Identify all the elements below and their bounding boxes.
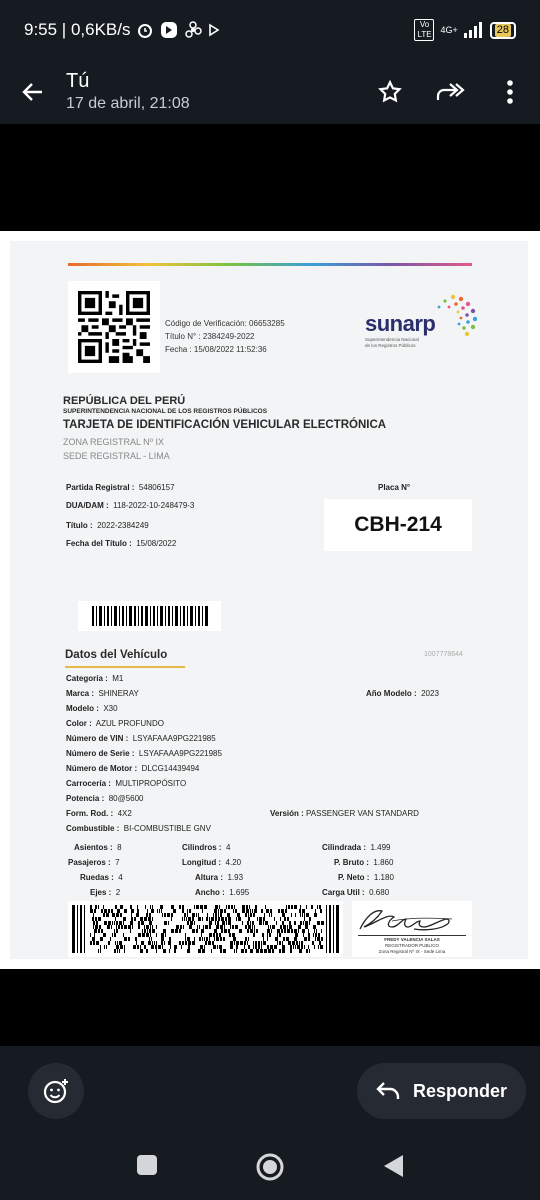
- serie-label: Número de Serie :: [66, 749, 135, 758]
- sunarp-subtitle: [365, 337, 419, 349]
- anio-modelo-label: Año Modelo :: [366, 689, 417, 698]
- carga-util-label: Carga Util :: [322, 888, 365, 897]
- combustible-value: BI-COMBUSTIBLE GNV: [123, 824, 211, 833]
- asientos-value: 8: [117, 843, 122, 852]
- altura-label: Altura :: [195, 873, 223, 882]
- carroceria-value: MULTIPROPÓSITO: [115, 779, 187, 788]
- placa-box: [324, 499, 472, 551]
- serie-value: LSYAFAAA9PG221985: [138, 749, 222, 758]
- marca-row: [66, 689, 139, 698]
- ruedas-row: [80, 873, 123, 882]
- carga-util-value: 0.680: [369, 888, 390, 897]
- ejes-label: Ejes :: [90, 888, 112, 897]
- add-reaction-button[interactable]: [28, 1063, 84, 1119]
- p-neto-label: P. Neto :: [338, 873, 370, 882]
- version-row: [270, 809, 419, 818]
- modelo-value: X30: [103, 704, 118, 713]
- pdf417-barcode-icon: [68, 901, 343, 957]
- modelo-label: Modelo :: [66, 704, 99, 713]
- signer-role: REGISTRADOR PUBLICO: [384, 943, 439, 948]
- color-value: AZUL PROFUNDO: [95, 719, 164, 728]
- longitud-label: Longitud :: [182, 858, 222, 867]
- heading-tarjeta: TARJETA DE IDENTIFICACIÓN VEHICULAR ELECTRÓNICA: [63, 419, 387, 431]
- p-neto-row: [338, 873, 394, 882]
- sunarp-logo: [365, 293, 485, 363]
- more-vert-icon: [506, 79, 514, 105]
- signer-name: FREDY VALENCIA SALAS: [384, 937, 440, 942]
- signer-zone: Zona Registral Nº IX - Sede Lima: [378, 949, 446, 954]
- form-rod-label: Form. Rod. :: [66, 809, 114, 818]
- altura-value: 1.93: [227, 873, 244, 882]
- fan-notification-icon: [184, 21, 202, 39]
- battery-icon: [490, 22, 516, 39]
- anio-modelo-value: 2023: [421, 689, 439, 698]
- signature-line: [358, 935, 466, 936]
- large-barcode: [68, 901, 343, 957]
- verification-title: Título N° : 2384249-2022: [165, 332, 255, 341]
- color-label: Color :: [66, 719, 92, 728]
- placa-label: Placa N°: [378, 483, 411, 492]
- status-time-speed: 9:55 | 0,6KB/s: [24, 20, 131, 39]
- ejes-value: 2: [115, 888, 121, 897]
- sunarp-wordmark: sunarp: [365, 311, 436, 336]
- recents-nav-icon: [136, 1154, 158, 1176]
- document-number: 1007778644: [424, 651, 463, 658]
- datos-underline: [65, 666, 185, 668]
- datos-vehiculo-title: Datos del Vehículo: [65, 649, 168, 661]
- altura-row: [195, 873, 243, 882]
- asientos-row: [74, 843, 122, 852]
- anio-modelo-row: [366, 689, 439, 698]
- modelo-row: [66, 704, 118, 713]
- cilindrada-row: [322, 843, 391, 852]
- ancho-value: 1.695: [229, 888, 250, 897]
- potencia-value: 80@5600: [108, 794, 144, 803]
- ruedas-value: 4: [118, 873, 123, 882]
- barcode-icon: [92, 606, 208, 626]
- verification-block: [165, 317, 285, 356]
- motor-value: DLCG14439494: [141, 764, 200, 773]
- cilindrada-value: 1.499: [370, 843, 391, 852]
- p-bruto-label: P. Bruto :: [334, 858, 369, 867]
- dua-value: 118-2022-10-248479-3: [113, 501, 195, 510]
- potencia-row: [66, 794, 144, 803]
- signature-block: [352, 901, 472, 957]
- version-label: Versión :: [270, 809, 304, 818]
- status-right: [414, 19, 516, 41]
- forward-button[interactable]: [420, 60, 480, 124]
- vin-row: [66, 734, 216, 743]
- p-bruto-row: [334, 858, 393, 867]
- star-icon: [377, 79, 403, 105]
- fecha-titulo-label: Fecha del Título :: [66, 539, 132, 548]
- forward-icon: [435, 80, 465, 104]
- heading-republica: REPÚBLICA DEL PERÚ: [63, 395, 186, 407]
- signal-icon: [464, 22, 484, 38]
- combustible-row: [66, 824, 211, 833]
- fecha-titulo-row: [66, 539, 176, 548]
- network-type: 4G+: [440, 25, 458, 35]
- motor-label: Número de Motor :: [66, 764, 138, 773]
- small-barcode: [78, 601, 221, 631]
- color-stripe: [68, 263, 472, 266]
- sender-name: Tú: [66, 70, 90, 92]
- form-rod-value: 4X2: [117, 809, 132, 818]
- placa-value: CBH-214: [354, 513, 442, 536]
- cilindros-value: 4: [226, 843, 231, 852]
- carroceria-row: [66, 779, 186, 788]
- back-button[interactable]: [0, 60, 66, 124]
- longitud-value: 4.20: [225, 858, 242, 867]
- reply-icon: [375, 1080, 401, 1102]
- heading-zona-sede: [63, 435, 170, 463]
- potencia-label: Potencia :: [66, 794, 105, 803]
- app-bar: [0, 60, 540, 124]
- asientos-label: Asientos :: [74, 843, 113, 852]
- zona-registral: ZONA REGISTRAL Nº IX: [63, 437, 164, 447]
- reply-label: Responder: [413, 1080, 508, 1101]
- app-notification-icon: [160, 21, 178, 39]
- alarm-icon: [136, 21, 154, 39]
- cilindrada-label: Cilindrada :: [322, 843, 367, 852]
- handwritten-signature-icon: [352, 903, 472, 937]
- categoria-value: M1: [112, 674, 124, 683]
- cilindros-label: Cilindros :: [182, 843, 222, 852]
- sede-registral: SEDE REGISTRAL - LIMA: [63, 451, 170, 461]
- back-arrow-icon: [21, 80, 45, 104]
- status-left: [24, 20, 220, 40]
- vehicle-card-document: [10, 241, 528, 959]
- ejes-row: [90, 888, 120, 897]
- motor-row: [66, 764, 199, 773]
- sunarp-sub-line-2: de los Registros Públicos: [365, 343, 416, 348]
- ancho-row: [195, 888, 249, 897]
- marca-value: SHINERAY: [98, 689, 139, 698]
- battery-level: 28: [496, 23, 509, 36]
- p-bruto-value: 1.860: [373, 858, 394, 867]
- combustible-label: Combustible :: [66, 824, 120, 833]
- fecha-titulo-value: 15/08/2022: [136, 539, 177, 548]
- play-notification-icon: [208, 23, 220, 37]
- vin-label: Número de VIN :: [66, 734, 129, 743]
- carga-util-row: [322, 888, 389, 897]
- status-bar: [0, 0, 540, 60]
- marca-label: Marca :: [66, 689, 95, 698]
- home-nav-icon: [255, 1152, 285, 1182]
- qr-code-icon: [78, 291, 150, 363]
- sender-info: [66, 69, 360, 115]
- pasajeros-label: Pasajeros :: [68, 858, 111, 867]
- verification-code: Código de Verificación: 06653285: [165, 319, 285, 328]
- more-options-button[interactable]: [480, 60, 540, 124]
- pasajeros-value: 7: [115, 858, 120, 867]
- form-rod-row: [66, 809, 132, 818]
- partida-label: Partida Registral :: [66, 483, 135, 492]
- p-neto-value: 1.180: [373, 873, 394, 882]
- partida-value: 54806157: [138, 483, 175, 492]
- carroceria-label: Carrocería :: [66, 779, 111, 788]
- qr-code: [68, 281, 160, 373]
- vin-value: LSYAFAAA9PG221985: [132, 734, 216, 743]
- back-nav-button[interactable]: [380, 1153, 406, 1179]
- verification-date: Fecha : 15/08/2022 11:52:36: [165, 345, 267, 354]
- titulo-value: 2022-2384249: [97, 521, 149, 530]
- titulo-row: [66, 521, 149, 530]
- reply-button[interactable]: [357, 1063, 526, 1119]
- dua-label: DUA/DAM :: [66, 501, 109, 510]
- add-reaction-icon: [42, 1077, 70, 1105]
- categoria-label: Categoría :: [66, 674, 108, 683]
- back-nav-icon: [381, 1153, 405, 1179]
- cilindros-row: [182, 843, 230, 852]
- partida-row: [66, 483, 175, 492]
- longitud-row: [182, 858, 241, 867]
- ancho-label: Ancho :: [195, 888, 225, 897]
- color-row: [66, 719, 164, 728]
- pasajeros-row: [68, 858, 120, 867]
- dua-row: [66, 501, 194, 510]
- serie-row: [66, 749, 222, 758]
- image-viewer[interactable]: [0, 231, 540, 969]
- heading-superintendencia: SUPERINTENDENCIA NACIONAL DE LOS REGISTROS PÚBLICOS: [63, 408, 268, 415]
- volte-badge: Vo LTE: [414, 19, 434, 41]
- home-nav-button[interactable]: [254, 1151, 286, 1183]
- sunarp-sub-line-1: Superintendencia Nacional: [365, 337, 419, 342]
- categoria-row: [66, 674, 123, 683]
- ruedas-label: Ruedas :: [80, 873, 114, 882]
- star-button[interactable]: [360, 60, 420, 124]
- version-value: PASSENGER VAN STANDARD: [306, 809, 419, 818]
- titulo-label: Título :: [66, 521, 93, 530]
- recents-nav-button[interactable]: [135, 1153, 159, 1177]
- system-navigation-bar: [0, 1140, 540, 1196]
- message-date: 17 de abril, 21:08: [66, 95, 190, 112]
